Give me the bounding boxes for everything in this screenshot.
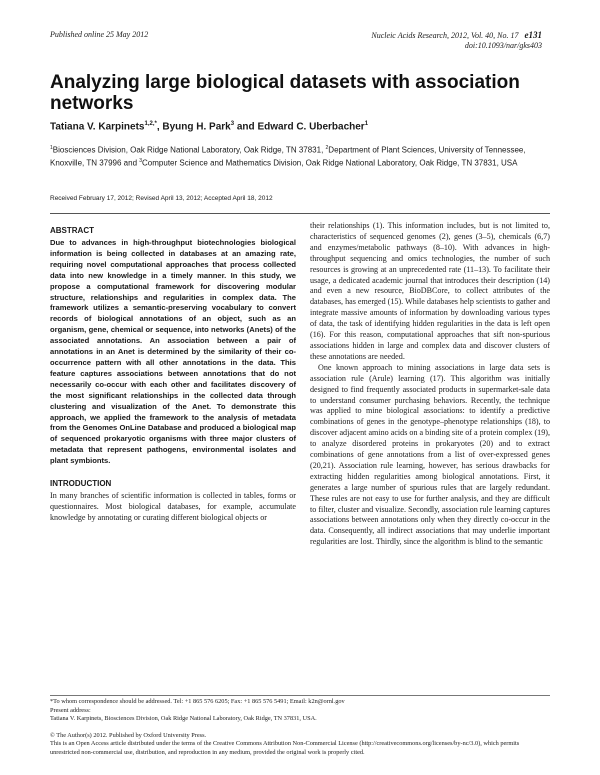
affiliation-mark: 3	[139, 158, 143, 165]
journal-citation: Nucleic Acids Research, 2012, Vol. 40, No. 17	[371, 31, 519, 40]
copyright-line: © The Author(s) 2012. Published by Oxford University Press.	[50, 732, 207, 739]
author-name: Edward C. Uberbacher	[257, 121, 365, 133]
header-divider	[50, 213, 550, 214]
affiliation-1: Biosciences Division, Oak Ridge National Laboratory, Oak Ridge, TN 37831,	[52, 145, 326, 155]
affiliation-2: Department of Plant Sciences, University of Tennessee, Knoxville, TN 37996 and	[50, 145, 526, 168]
received-dates: Received February 17, 2012; Revised April 13, 2012; Accepted April 18, 2012	[50, 195, 273, 202]
footnote-divider	[50, 695, 550, 696]
affiliation-3: Computer Science and Mathematics Division, Oak Ridge National Laboratory, Oak Ridge, TN 37831, USA	[142, 158, 518, 168]
doi: doi:10.1093/nar/gks403	[464, 41, 542, 50]
author-list	[50, 121, 368, 132]
author-affiliation-mark: 1	[364, 121, 369, 127]
author-separator: ,	[156, 121, 163, 133]
affiliation-mark: 2	[325, 145, 329, 151]
author-name: Tatiana V. Karpinets	[50, 121, 145, 133]
intro-paragraph-2: their relationships (1). This information includes, but is not limited to, characteristics of sequenced genomes (2), genes (3–5), chemicals (6,7) and enzymes/metabolic pathways (8–10). With advances in high-throughput sequencing and omics technologies, the number of such resources is growing at an unprecedented rate (11–13). To facilitate their usage, a dedicated academic journal that introduces their description (14) and even a new resource, BioDBCore, to collect attributes of the databases, has emerged (15). While databases help scientists to gather and integrate massive amounts of information by downloading various types of data, the task of identifying hidden regularities in the data is left open (16). For this reason, computational approaches that sift non-spurious associations hidden in large and complex data and discover clusters of these annotations are needed.	[310, 221, 550, 361]
author-name: Byung H. Park	[162, 121, 231, 133]
introduction-heading: INTRODUCTION	[50, 479, 112, 489]
footnote-present-address: Tatiana V. Karpinets, Biosciences Division, Oak Ridge National Laboratory, Oak Ridge, TN 37831, USA.	[50, 715, 317, 723]
right-column	[310, 221, 550, 548]
intro-paragraph-1: In many branches of scientific information is collected in tables, forms or questionnaires. Most biological databases, for example, accumulate knowledge by annotating or curating different biological objects or	[50, 491, 296, 522]
left-column	[50, 226, 296, 524]
abstract-text: Due to advances in high-throughput biotechnologies biological information is being collected in databases at an amazing rate, requiring novel computational approaches that process collected data into new knowledge in a timely manner. In this study, we propose a computational framework for discovering modular structure, relationships and regularities in complex data. The framework utilizes a semantic-preserving vocabulary to convert records of biological annotations of an object, such as an organism, gene, chemical or sequence, into networks (Anets) of the associated annotations. An association between a pair of annotations in an Anet is determined by the similarity of their co-occurrence pattern with all other annotations in the data. This feature captures associations between annotations that do not necessarily co-occur with each other and facilitates discovery of the most significant relationships in the collected data through clustering and visualization of the Anet. To demonstrate this approach, we applied the framework to the analysis of metadata from the Genomes OnLine Database and produced a biological map of sequenced prokaryotic organisms with three major clusters of metadata that represent pathogens, environmental isolates and plant symbionts.	[50, 238, 296, 466]
affiliation-mark: 1	[50, 145, 53, 151]
abstract-heading: ABSTRACT	[50, 226, 94, 235]
article-title: Analyzing large biological datasets with association networks	[50, 72, 520, 114]
license-statement: This is an Open Access article distributed under the terms of the Creative Commons Attribution Non-Commercial License (http://creativecommons.org/licenses/by-nc/3.0), which permits unrestricted non-commercial use, distribution, and reproduction in any medium, provided the original work is properly cited.	[50, 740, 520, 756]
footnote-contact: *To whom correspondence should be addressed. Tel: +1 865 576 6205; Fax: +1 865 576 5491; Email: k2n@ornl.gov	[50, 698, 345, 705]
copyright-notice	[50, 732, 550, 757]
published-date: Published online 25 May 2012	[50, 30, 149, 39]
affiliations	[50, 143, 560, 169]
author-affiliation-mark: 3	[230, 121, 235, 127]
journal-header	[371, 30, 542, 51]
author-separator: and	[234, 121, 258, 133]
correspondence-footnote	[50, 698, 550, 724]
intro-paragraph-3: One known approach to mining associations in large data sets is association rule (Arule) learning (17). This algorithm was initially designed to find frequently associated products in supermarket-sale data to understand consumer purchasing behaviors. Recently, the technique was applied to mine biological associations: to identify a predictive combinations of genes in the genotype–phenotype relationships (18), to discover adjacent amino acids on a binding site of a protein complex (19), to analyze disordered proteins in prokaryotes (20) and to extract combinations of gene annotations from a list of over-expressed genes (20,21). Association rule learning, however, has serious drawbacks for extracting hidden regularities among biological annotations. First, it generates a large number of spurious rules that are largely redundant. These rules are not easy to use for further analysis, and they are difficult to filter, cluster and visualize. Secondly, association rule learning captures associations between annotations only when they directly co-occur in the data. Consequently, all indirect associations that may underlie important regularities are lost. Thirdly, since the algorithm is blind to the semantic	[310, 362, 550, 547]
author-affiliation-mark: 1,2,*	[144, 121, 157, 127]
footnote-present-address-label: Present address:	[50, 706, 91, 714]
page-id: e131	[524, 30, 542, 40]
